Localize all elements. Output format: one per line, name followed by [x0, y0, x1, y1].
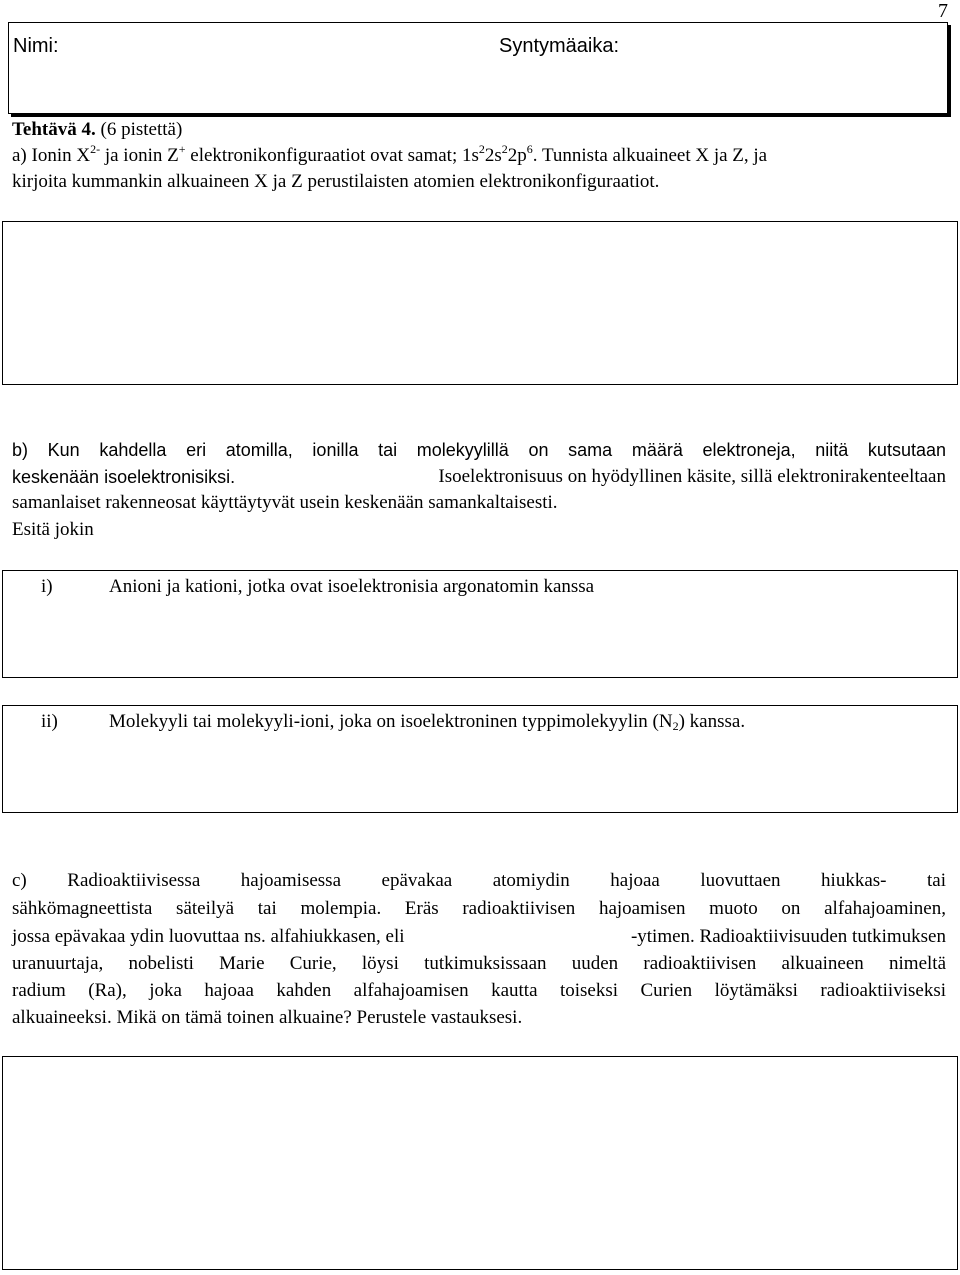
item-ii-text: [109, 709, 745, 735]
superscript: 2: [478, 142, 485, 156]
header-box: [8, 22, 948, 114]
task-heading: [12, 117, 182, 143]
part-c-line2: sähkömagneettista säteilyä tai molempia. Eräs radioaktiivisen hajoamisen muoto on alfahajoaminen,: [12, 898, 946, 919]
item-ii-text-b: ) kanssa.: [678, 711, 746, 732]
answer-box-c[interactable]: [2, 1056, 958, 1270]
part-c-line6: alkuaineeksi. Mikä on tämä toinen alkuaine? Perustele vastauksesi.: [12, 1007, 523, 1028]
ion-z-charge: +: [178, 142, 186, 156]
part-a-text: ja ionin Z: [104, 145, 179, 166]
item-i-label: i): [41, 576, 53, 597]
birth-date-label: Syntymäaika:: [499, 35, 620, 57]
superscript: 6: [526, 142, 533, 156]
part-b-line2: [12, 464, 946, 490]
answer-box-ii[interactable]: [2, 705, 958, 813]
part-a-text: Ionin X: [31, 145, 91, 166]
item-ii-text-a: Molekyyli tai molekyyli-ioni, joka on isoelektroninen typpimolekyylin (N: [109, 711, 673, 732]
part-b-line1: b) Kun kahdella eri atomilla, ionilla tai molekyylillä on sama määrä elektroneja, niitä kutsutaan: [12, 440, 946, 460]
part-a-text: elektronikonfiguraatiot ovat samat; 1s: [190, 145, 479, 166]
part-a-text: 2s: [484, 145, 502, 166]
name-label: Nimi:: [13, 35, 59, 57]
part-c-line4: uranuurtaja, nobelisti Marie Curie, löysi tutkimuksissaan uuden radioaktiivisen alkuaineen nimeltä: [12, 953, 946, 974]
ion-x-charge: 2-: [90, 142, 101, 156]
part-a-line2: kirjoita kummankin alkuaineen X ja Z perustilaisten atomien elektronikonfiguraatiot.: [12, 171, 660, 192]
part-c-line3: [12, 924, 946, 950]
part-b-line3: samanlaiset rakenneosat käyttäytyvät usein keskenään samankaltaisesti.: [12, 492, 558, 513]
part-b-text: Isoelektronisuus on hyödyllinen käsite, sillä elektronirakenteeltaan: [438, 466, 946, 487]
part-c-line3-left: jossa epävakaa ydin luovuttaa ns. alfahiukkasen, eli: [12, 926, 405, 947]
page-number: 7: [938, 0, 948, 22]
part-a-text: . Tunnista alkuaineet X ja Z, ja: [532, 145, 768, 166]
item-ii-label: ii): [41, 711, 58, 732]
part-a-prefix: a): [12, 145, 27, 166]
task-title: Tehtävä 4.: [12, 119, 96, 140]
part-b-line4: Esitä jokin: [12, 519, 94, 540]
subscript: 2: [672, 719, 679, 733]
item-i-text: Anioni ja kationi, jotka ovat isoelektronisia argonatomin kanssa: [109, 576, 595, 597]
part-c-line1: c) Radioaktiivisessa hajoamisessa epävakaa atomiydin hajoaa luovuttaen hiukkas- tai: [12, 870, 946, 891]
answer-box-a[interactable]: [2, 221, 958, 385]
part-b-term: keskenään isoelektronisiksi.: [12, 467, 236, 487]
answer-box-i[interactable]: [2, 570, 958, 678]
task-points: (6 pistettä): [100, 119, 183, 140]
superscript: 2: [501, 142, 508, 156]
part-a-text: 2p: [507, 145, 527, 166]
part-c-line3-right: -ytimen. Radioaktiivisuuden tutkimuksen: [630, 926, 946, 947]
part-c-line5: radium (Ra), joka hajoaa kahden alfahajoamisen kautta toiseksi Curien löytämäksi radioaktiiviseksi: [12, 980, 946, 1001]
part-a-line1: [12, 143, 948, 169]
